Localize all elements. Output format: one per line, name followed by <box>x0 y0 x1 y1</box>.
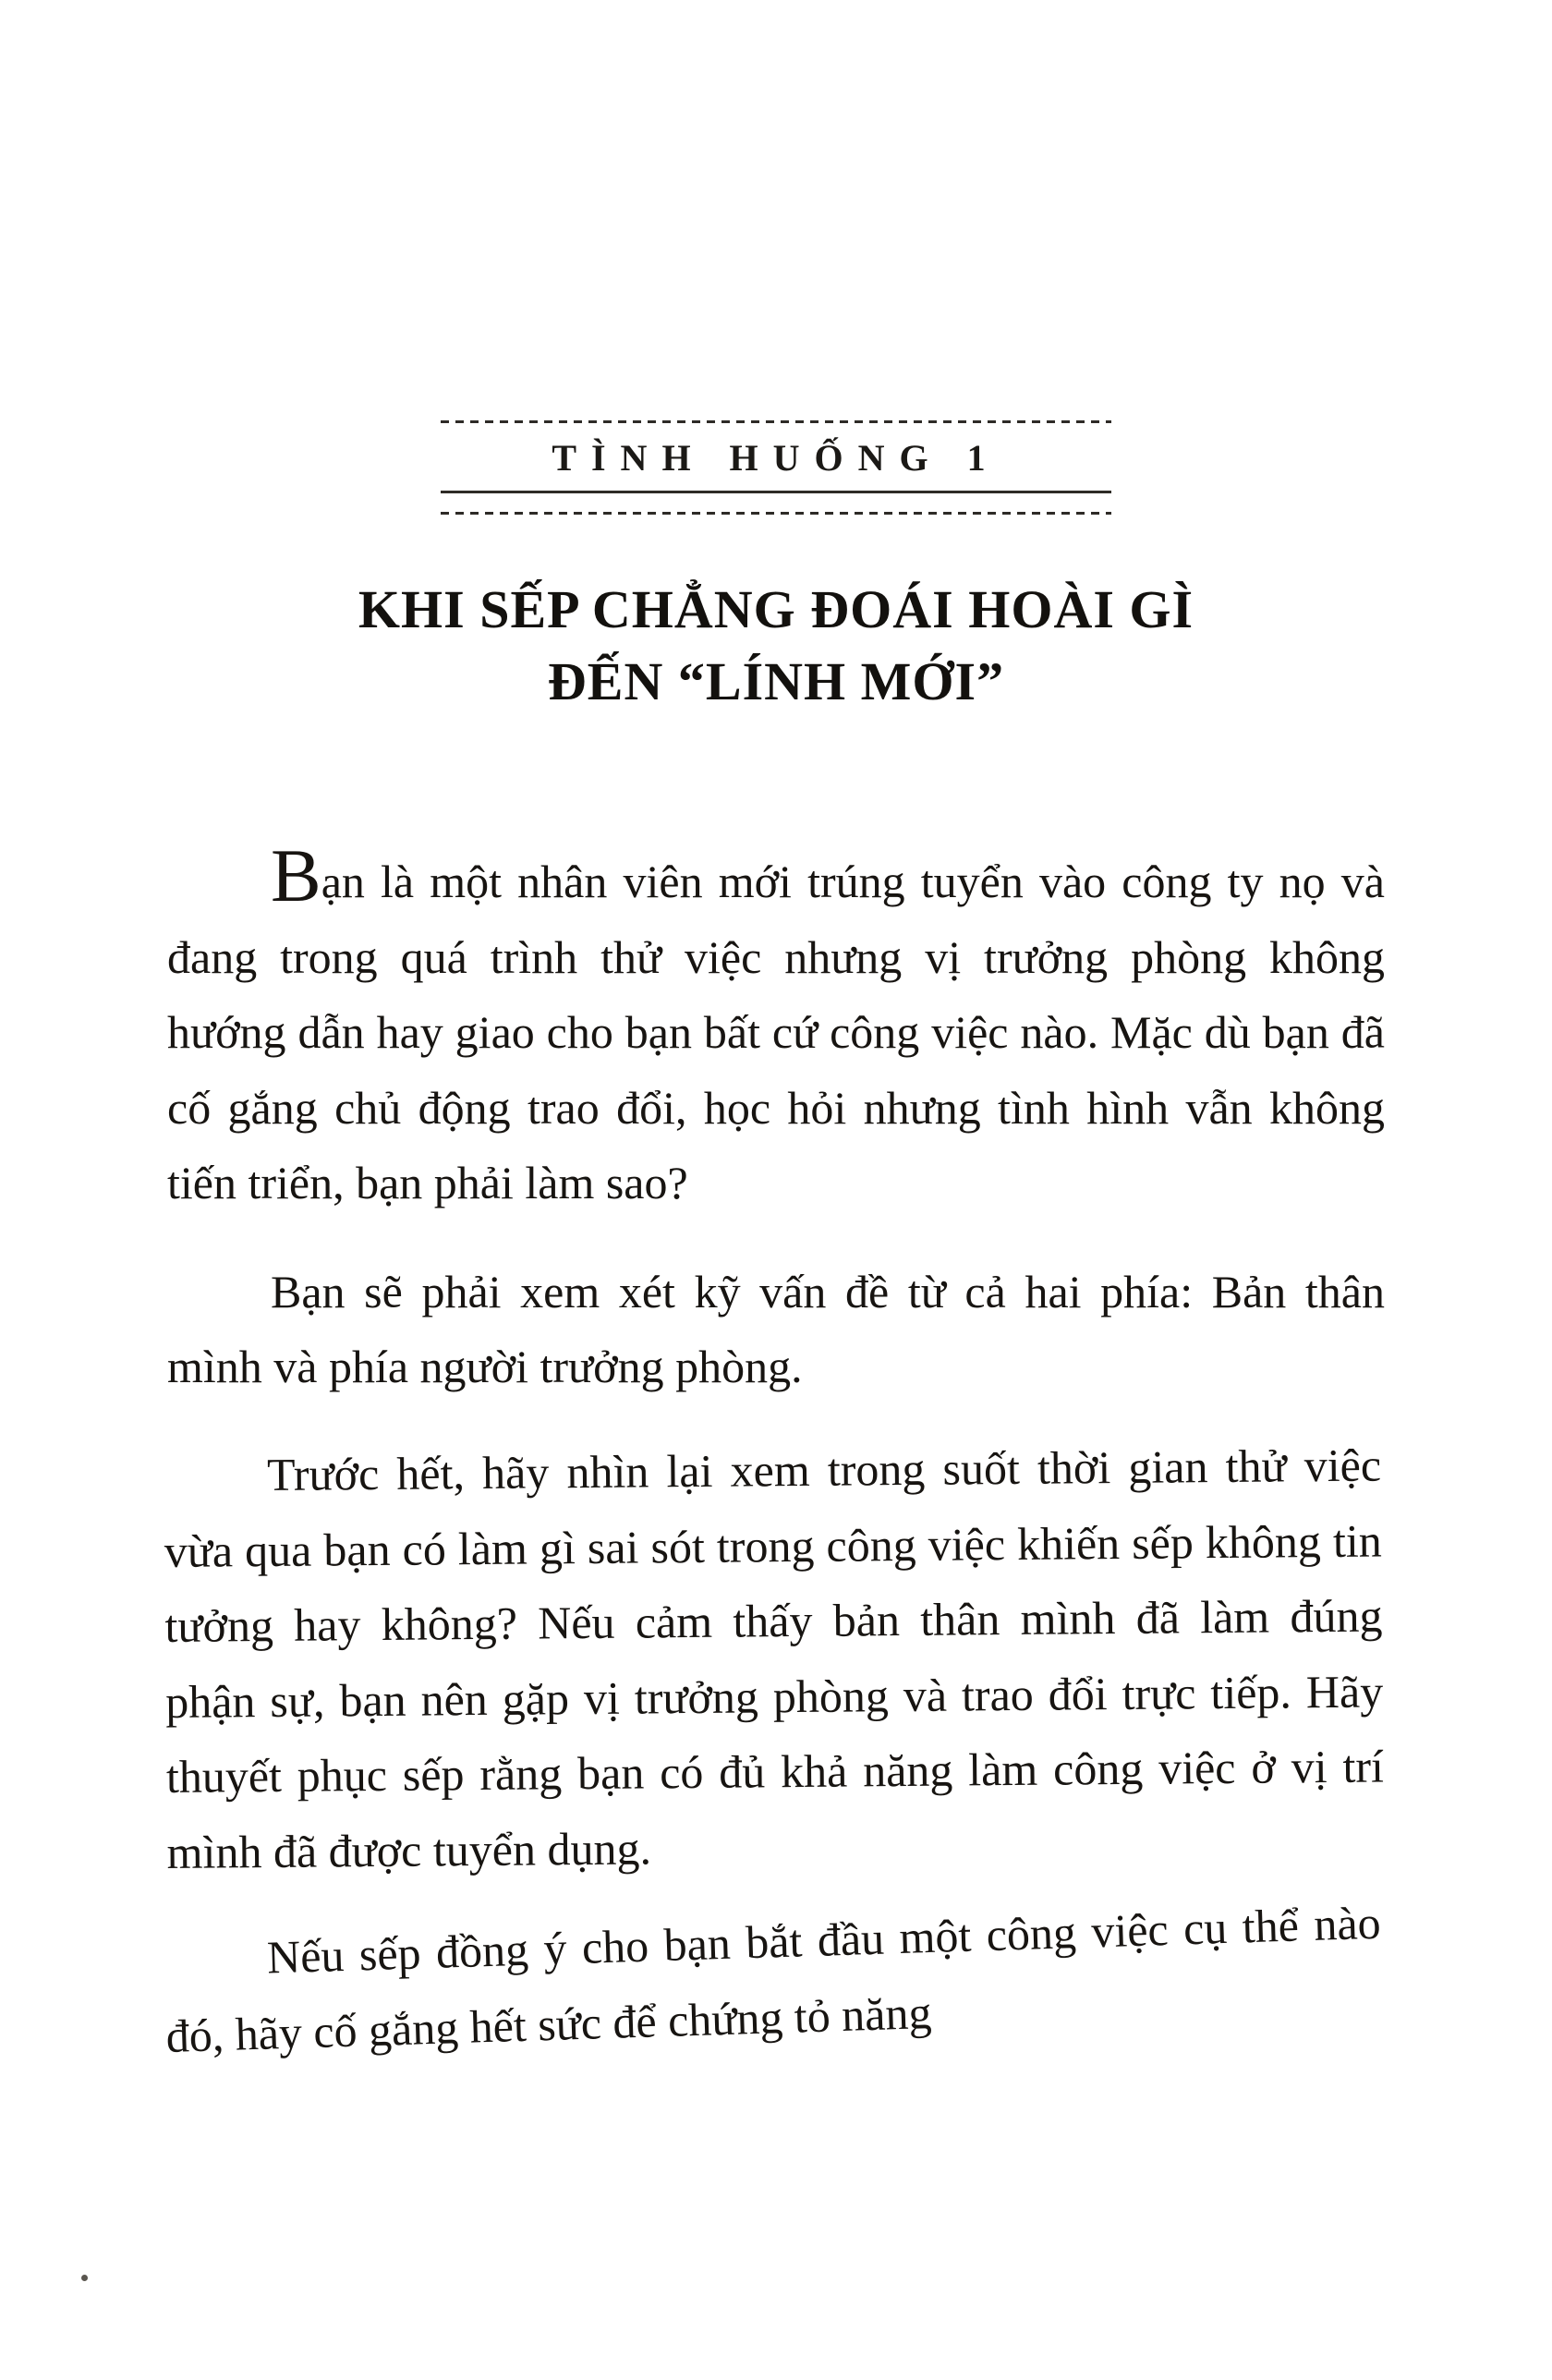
paragraph-opening <box>167 833 1385 1221</box>
paragraph: Nếu sếp đồng ý cho bạn bắt đầu một công việc cụ thể nào đó, hãy cố gắng hết sức để chứng tỏ năng <box>164 1896 1382 2062</box>
paragraph-opening-text: ạn là một nhân viên mới trúng tuyển vào công ty nọ và đang trong quá trình thử việc nhưng vị trưởng phòng không hướng dẫn hay giao cho bạn bất cứ công việc nào. Mặc dù bạn đã cố gắng chủ động trao đổi, học hỏi nhưng tình hình vẫn không tiến triển, bạn phải làm sao? <box>167 856 1385 1209</box>
chapter-title-line-1: KHI SẾP CHẲNG ĐOÁI HOÀI GÌ <box>358 579 1194 639</box>
body-text <box>164 833 1385 2074</box>
paragraph: Bạn sẽ phải xem xét kỹ vấn đề từ cả hai phía: Bản thân mình và phía người trưởng phòng. <box>167 1265 1385 1393</box>
section-label: TÌNH HUỐNG 1 <box>552 437 1000 479</box>
dashed-rule-bottom <box>441 512 1111 515</box>
chapter-title-line-2: ĐẾN “LÍNH MỚI” <box>547 650 1005 711</box>
chapter-title <box>167 574 1385 717</box>
section-header <box>441 420 1111 515</box>
drop-cap: B <box>271 833 321 918</box>
rule-gap <box>441 493 1111 512</box>
page-mark-dot <box>81 2275 88 2281</box>
page-content <box>164 0 1385 2074</box>
paragraph: Trước hết, hãy nhìn lại xem trong suốt thời gian thử việc vừa qua bạn có làm gì sai sót trong công việc khiến sếp không tin tưởng hay không? Nếu cảm thấy bản thân mình đã làm đúng phận sự, bạn nên gặp vị trưởng phòng và trao đổi trực tiếp. Hãy thuyết phục sếp rằng bạn có đủ khả năng làm công việc ở vị trí mình đã được tuyển dụng. <box>164 1439 1385 1878</box>
